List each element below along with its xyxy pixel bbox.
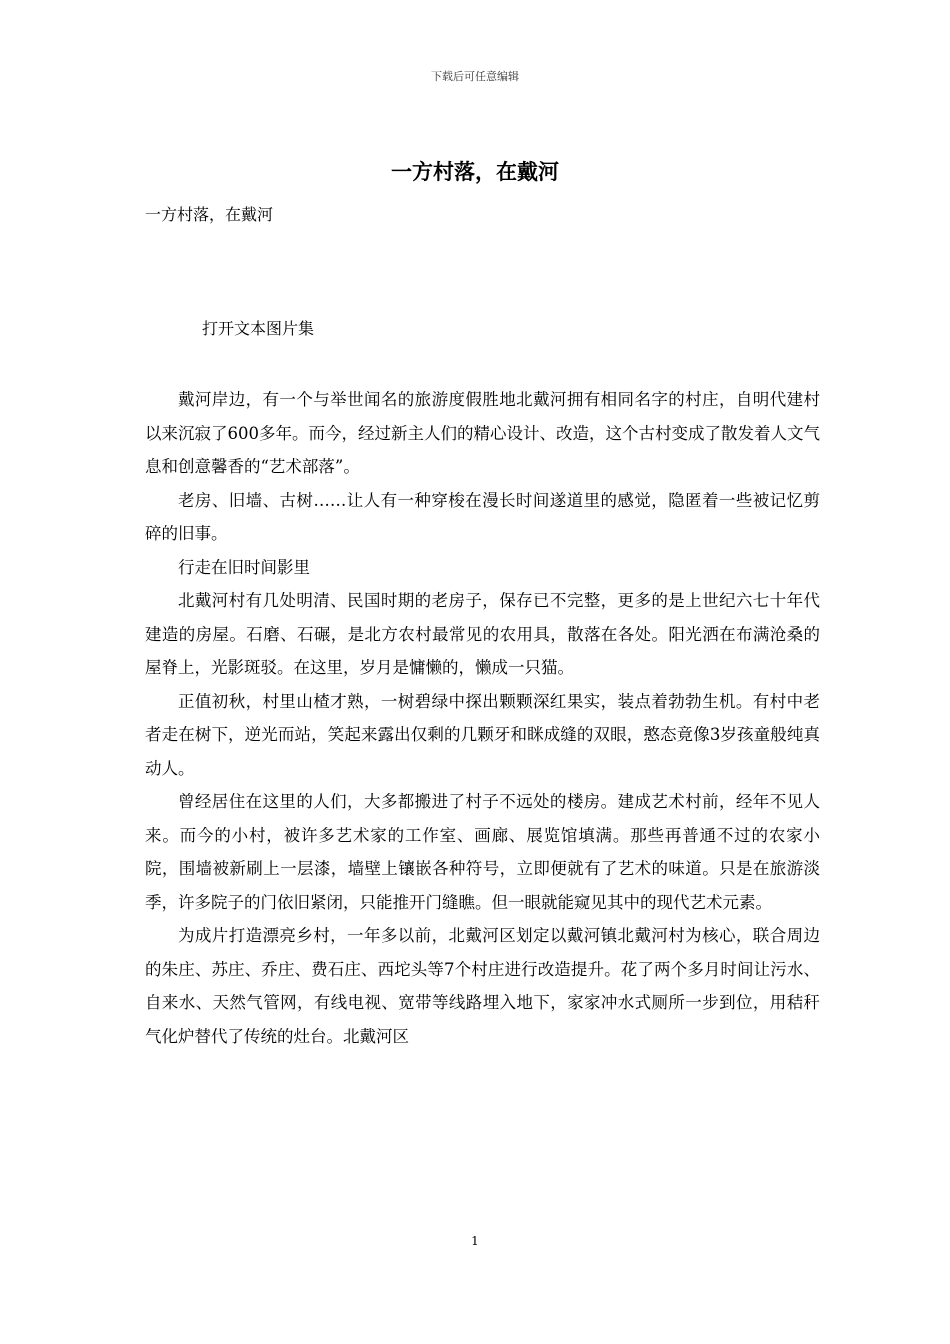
page-title: 一方村落，在戴河: [391, 159, 559, 184]
open-gallery-link[interactable]: 打开文本图片集: [202, 319, 315, 338]
article-body: [145, 383, 820, 1053]
paragraph: 戴河岸边，有一个与举世闻名的旅游度假胜地北戴河拥有相同名字的村庄，自明代建村以来沉寂了600多年。而今，经过新主人们的精心设计、改造，这个古村变成了散发着人文气息和创意馨香的“艺术部落”。: [145, 390, 820, 476]
subtitle: 一方村落，在戴河: [145, 205, 274, 224]
paragraph: 正值初秋，村里山楂才熟，一树碧绿中探出颗颗深红果实，装点着勃勃生机。有村中老者走在树下，逆光而站，笑起来露出仅剩的几颗牙和眯成缝的双眼，憨态竟像3岁孩童般纯真动人。: [145, 691, 820, 778]
section-heading: 行走在旧时间影里: [178, 557, 310, 577]
paragraph: 为成片打造漂亮乡村，一年多以前，北戴河区划定以戴河镇北戴河村为核心，联合周边的朱庄、苏庄、乔庄、费石庄、西坨头等7个村庄进行改造提升。花了两个多月时间让污水、自来水、天然气管网，有线电视、宽带等线路埋入地下，家家冲水式厕所一步到位，用秸秆气化炉替代了传统的灶台。北戴河区: [145, 926, 820, 1046]
header-note: 下载后可任意编辑: [431, 70, 519, 83]
paragraph: 老房、旧墙、古树……让人有一种穿梭在漫长时间遂道里的感觉，隐匿着一些被记忆剪碎的旧事。: [145, 490, 820, 543]
page-number: 1: [471, 1234, 479, 1248]
paragraph: 北戴河村有几处明清、民国时期的老房子，保存已不完整，更多的是上世纪六七十年代建造的房屋。石磨、石碾，是北方农村最常见的农用具，散落在各处。阳光洒在布满沧桑的屋脊上，光影斑驳。在这里，岁月是慵懒的，懒成一只猫。: [145, 591, 820, 677]
paragraph: 曾经居住在这里的人们，大多都搬进了村子不远处的楼房。建成艺术村前，经年不见人来。而今的小村，被许多艺术家的工作室、画廊、展览馆填满。那些再普通不过的农家小院，围墙被新刷上一层漆，墙壁上镶嵌各种符号，立即便就有了艺术的味道。只是在旅游淡季，许多院子的门依旧紧闭，只能推开门缝瞧。但一眼就能窥见其中的现代艺术元素。: [145, 792, 820, 912]
